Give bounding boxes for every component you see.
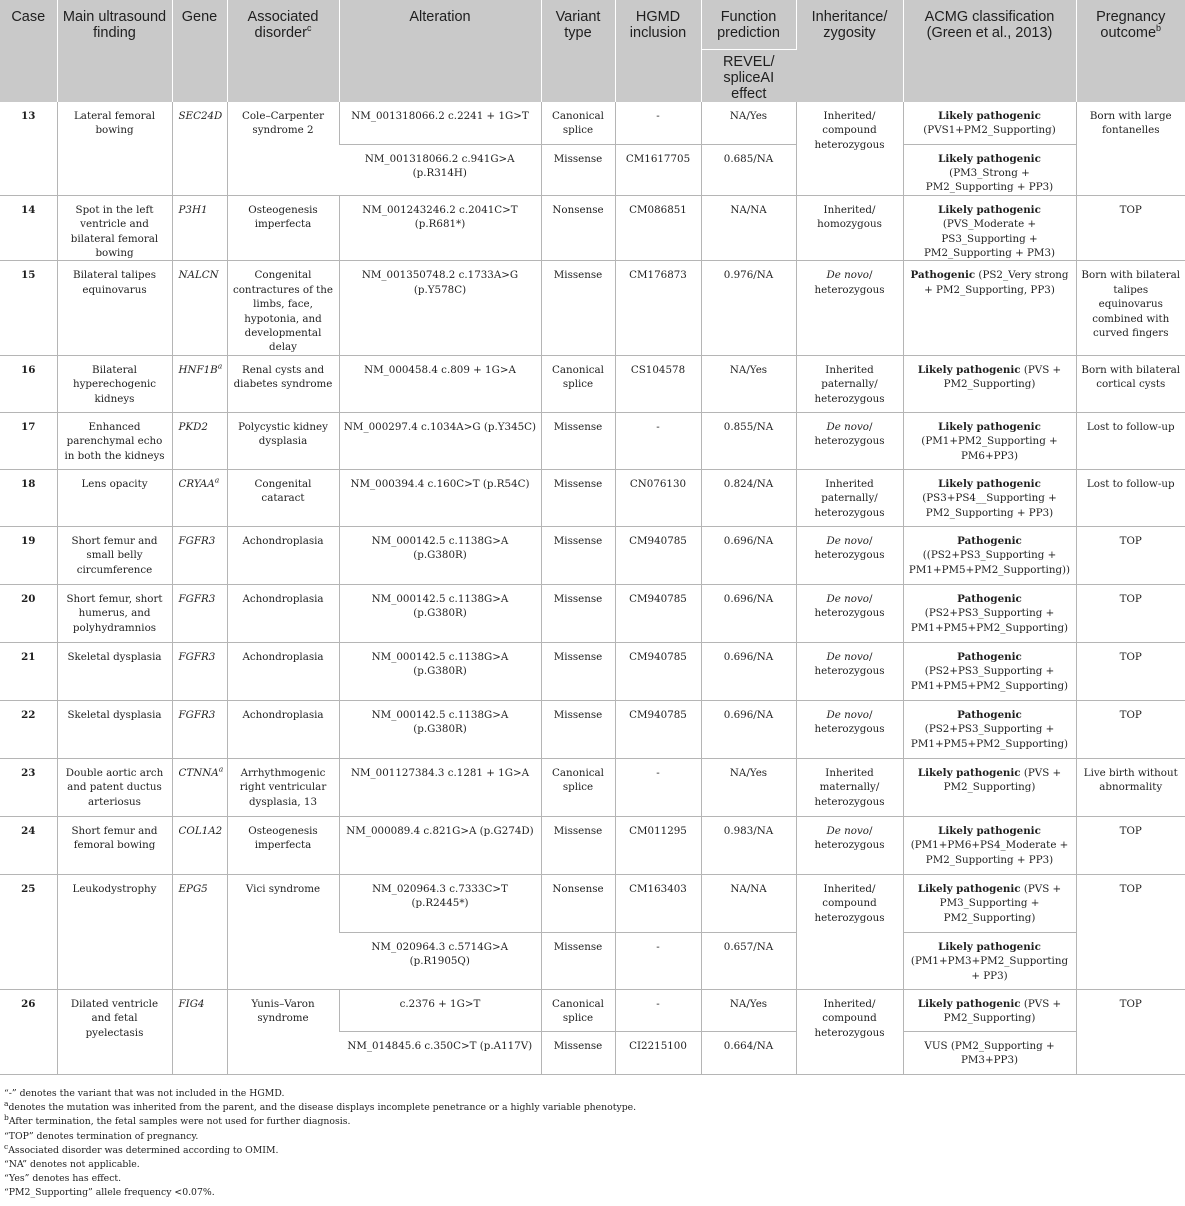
footnote-text: “PM2_Supporting” allele frequency <0.07%. <box>4 1187 215 1199</box>
associated-disorder: Polycystic kidney dysplasia <box>227 412 339 469</box>
table-row <box>0 874 1185 932</box>
de-novo-label: De novo <box>826 534 869 547</box>
inheritance-zygosity <box>796 261 903 355</box>
case-number: 21 <box>0 642 57 700</box>
gene-footnote-mark: a <box>217 361 223 371</box>
gene-footnote-mark: a <box>214 475 220 485</box>
gene-name <box>172 642 227 700</box>
acmg-criteria: (PVS1+PM2_Supporting) <box>923 124 1056 137</box>
acmg-classification <box>903 758 1076 816</box>
header-function: Function prediction <box>701 0 796 50</box>
variant-type: Missense <box>541 584 615 642</box>
ultrasound-finding: Leukodystrophy <box>57 874 172 989</box>
table-row <box>0 700 1185 758</box>
function-prediction: NA/Yes <box>701 102 796 144</box>
hgmd-inclusion: CM940785 <box>615 642 701 700</box>
table-row <box>0 526 1185 584</box>
acmg-classification <box>903 642 1076 700</box>
acmg-classification <box>903 874 1076 932</box>
pregnancy-outcome: TOP <box>1076 700 1185 758</box>
inheritance-text: Inherited/ compound heterozygous <box>814 110 885 151</box>
ultrasound-finding: Skeletal dysplasia <box>57 700 172 758</box>
acmg-class: Likely pathogenic <box>938 110 1041 122</box>
case-number: 20 <box>0 584 57 642</box>
function-prediction: 0.696/NA <box>701 584 796 642</box>
de-novo-label: De novo <box>826 824 869 837</box>
inheritance-zygosity <box>796 758 903 816</box>
case-number: 18 <box>0 469 57 526</box>
acmg-classification <box>903 989 1076 1031</box>
alteration: NM_000142.5 c.1138G>A (p.G380R) <box>339 584 541 642</box>
acmg-criteria: (PVS + PM2_Supporting) <box>943 363 1062 391</box>
footnote-text: “Yes” denotes has effect. <box>4 1173 122 1185</box>
case-number: 25 <box>0 874 57 989</box>
pregnancy-outcome: TOP <box>1076 642 1185 700</box>
acmg-class: Likely pathogenic <box>917 766 1021 779</box>
acmg-criteria: (PM3_Strong + PM2_Supporting + PP3) <box>925 166 1054 194</box>
variant-type: Nonsense <box>541 874 615 932</box>
de-novo-label: De novo <box>826 420 869 433</box>
header-gene: Gene <box>172 0 227 102</box>
acmg-classification <box>903 1031 1076 1074</box>
table-row <box>0 469 1185 526</box>
gene-name <box>172 102 227 195</box>
hgmd-inclusion: - <box>615 102 701 144</box>
alteration: NM_000089.4 c.821G>A (p.G274D) <box>339 816 541 874</box>
footnote <box>4 1172 1134 1186</box>
gene-footnote-mark: a <box>218 764 224 774</box>
hgmd-inclusion: CM940785 <box>615 700 701 758</box>
footnote <box>4 1141 1134 1158</box>
alteration: NM_001350748.2 c.1733A>G (p.Y578C) <box>339 261 541 355</box>
gene-symbol: HNF1B <box>178 363 218 376</box>
acmg-criteria: (PS2+PS3_Supporting + PM1+PM5+PM2_Supporting) <box>910 607 1069 634</box>
header-outcome: Pregnancy outcome$^b$ <box>1076 0 1185 102</box>
variant-type: Missense <box>541 526 615 584</box>
variant-type: Nonsense <box>541 195 615 261</box>
gene-name <box>172 355 227 412</box>
acmg-criteria: (PS3+PS4__Supporting + PM2_Supporting + PP3) <box>922 492 1057 519</box>
function-prediction: NA/NA <box>701 874 796 932</box>
case-number: 14 <box>0 195 57 261</box>
inheritance-zygosity <box>796 584 903 642</box>
acmg-class: Likely pathogenic <box>938 824 1041 837</box>
acmg-classification <box>903 102 1076 144</box>
footnote <box>4 1158 1134 1172</box>
variant-type: Canonical splice <box>541 102 615 144</box>
acmg-criteria: (PS2+PS3_Supporting + PM1+PM5+PM2_Supporting) <box>910 723 1069 750</box>
footnote-text: denotes the mutation was inherited from the parent, and the disease displays incomplete penetrance or a highly variable phenotype. <box>8 1102 637 1114</box>
acmg-criteria: (PS2_Very strong + PM2_Supporting, PP3) <box>924 269 1069 296</box>
hgmd-inclusion: CI2215100 <box>615 1031 701 1074</box>
alteration: NM_000297.4 c.1034A>G (p.Y345C) <box>339 412 541 469</box>
acmg-class: Pathogenic <box>957 592 1022 605</box>
case-number: 23 <box>0 758 57 816</box>
acmg-classification <box>903 700 1076 758</box>
acmg-class: Pathogenic <box>957 650 1022 663</box>
footnote-mark: a <box>4 1099 9 1109</box>
footnote-text: “-” denotes the variant that was not included in the HGMD. <box>4 1088 285 1099</box>
inheritance-text: / heterozygous <box>814 650 885 678</box>
gene-name <box>172 989 227 1074</box>
gene-name <box>172 816 227 874</box>
acmg-criteria: (PVS + PM2_Supporting) <box>943 766 1062 794</box>
ultrasound-finding: Enhanced parenchymal echo in both the kidneys <box>57 412 172 469</box>
gene-symbol: FGFR3 <box>178 592 216 605</box>
acmg-classification <box>903 261 1076 355</box>
variant-type: Missense <box>541 261 615 355</box>
de-novo-label: De novo <box>826 708 869 721</box>
inheritance-zygosity <box>796 989 903 1074</box>
pregnancy-outcome: TOP <box>1076 526 1185 584</box>
footnote <box>4 1101 1134 1115</box>
ultrasound-finding: Bilateral talipes equinovarus <box>57 261 172 355</box>
acmg-classification <box>903 584 1076 642</box>
inheritance-zygosity <box>796 412 903 469</box>
gene-symbol: COL1A2 <box>178 824 223 837</box>
acmg-class: Likely pathogenic <box>938 477 1041 490</box>
hgmd-inclusion: - <box>615 932 701 989</box>
case-number: 19 <box>0 526 57 584</box>
table-row <box>0 642 1185 700</box>
pregnancy-outcome: Live birth without abnormality <box>1076 758 1185 816</box>
inheritance-text: Inherited paternally/ heterozygous <box>814 477 885 519</box>
acmg-classification <box>903 526 1076 584</box>
variant-type: Missense <box>541 1031 615 1074</box>
inheritance-text: / heterozygous <box>814 420 885 448</box>
alteration: NM_001243246.2 c.2041C>T (p.R681*) <box>339 195 541 261</box>
gene-name <box>172 874 227 989</box>
alteration: NM_000142.5 c.1138G>A (p.G380R) <box>339 642 541 700</box>
function-prediction: 0.685/NA <box>701 144 796 195</box>
inheritance-zygosity <box>796 700 903 758</box>
acmg-criteria: (PM1+PM3+PM2_Supporting + PP3) <box>910 955 1069 982</box>
inheritance-text: Inherited maternally/ heterozygous <box>814 766 885 808</box>
ultrasound-finding: Short femur, short humerus, and polyhydramnios <box>57 584 172 642</box>
header-disorder: Associated disorder$^c$ <box>227 0 339 102</box>
function-prediction: NA/Yes <box>701 758 796 816</box>
case-number: 26 <box>0 989 57 1074</box>
hgmd-inclusion: CM176873 <box>615 261 701 355</box>
inheritance-zygosity <box>796 469 903 526</box>
function-prediction: 0.696/NA <box>701 526 796 584</box>
gene-name <box>172 758 227 816</box>
inheritance-text: / heterozygous <box>814 534 885 562</box>
gene-symbol: SEC24D <box>178 110 223 122</box>
associated-disorder: Yunis–Varon syndrome <box>227 989 339 1074</box>
case-number: 13 <box>0 102 57 195</box>
variant-type: Canonical splice <box>541 758 615 816</box>
header-inheritance: Inheritance/ zygosity <box>796 0 903 102</box>
header-case: Case <box>0 0 57 102</box>
acmg-classification <box>903 195 1076 261</box>
acmg-criteria: VUS (PM2_Supporting + PM3+PP3) <box>924 1039 1055 1067</box>
inheritance-text: Inherited paternally/ heterozygous <box>814 363 885 405</box>
table-row <box>0 261 1185 355</box>
acmg-classification <box>903 932 1076 989</box>
hgmd-inclusion: - <box>615 758 701 816</box>
gene-symbol: NALCN <box>178 269 219 282</box>
gene-name <box>172 584 227 642</box>
ultrasound-finding: Short femur and femoral bowing <box>57 816 172 874</box>
gene-name <box>172 526 227 584</box>
inheritance-text: / heterozygous <box>814 592 885 620</box>
associated-disorder: Vici syndrome <box>227 874 339 989</box>
hgmd-inclusion: CM163403 <box>615 874 701 932</box>
hgmd-inclusion: - <box>615 412 701 469</box>
gene-name <box>172 469 227 526</box>
pregnancy-outcome: Born with bilateral cortical cysts <box>1076 355 1185 412</box>
inheritance-zygosity <box>796 816 903 874</box>
gene-symbol: PKD2 <box>178 420 208 433</box>
de-novo-label: De novo <box>826 592 869 605</box>
pregnancy-outcome: TOP <box>1076 874 1185 989</box>
hgmd-inclusion: CM940785 <box>615 526 701 584</box>
pregnancy-outcome: Lost to follow-up <box>1076 412 1185 469</box>
pregnancy-outcome: TOP <box>1076 989 1185 1074</box>
acmg-criteria: (PS2+PS3_Supporting + PM1+PM5+PM2_Supporting) <box>910 665 1069 692</box>
associated-disorder: Achondroplasia <box>227 584 339 642</box>
gene-name <box>172 700 227 758</box>
table-footnotes <box>4 1087 1134 1201</box>
header-function-sub: REVEL/ spliceAI effect <box>701 50 796 103</box>
variant-type: Missense <box>541 816 615 874</box>
acmg-classification <box>903 816 1076 874</box>
acmg-class: Pathogenic <box>910 269 976 282</box>
gene-symbol: CRYAA <box>178 477 215 490</box>
header-alteration: Alteration <box>339 0 541 102</box>
gene-symbol: EPG5 <box>178 882 208 895</box>
table-row <box>0 102 1185 144</box>
associated-disorder: Cole–Carpenter syndrome 2 <box>227 102 339 195</box>
alteration: NM_000142.5 c.1138G>A (p.G380R) <box>339 526 541 584</box>
header-acmg: ACMG classification (Green et al., 2013) <box>903 0 1076 102</box>
footnote <box>4 1087 1134 1101</box>
inheritance-zygosity <box>796 102 903 195</box>
pregnancy-outcome: Born with large fontanelles <box>1076 102 1185 195</box>
function-prediction: 0.976/NA <box>701 261 796 355</box>
acmg-criteria: (PVS + PM3_Supporting + PM2_Supporting) <box>939 882 1062 924</box>
inheritance-text: Inherited/ compound heterozygous <box>814 997 885 1039</box>
case-number: 16 <box>0 355 57 412</box>
footnote <box>4 1130 1134 1144</box>
inheritance-zygosity <box>796 526 903 584</box>
function-prediction: 0.664/NA <box>701 1031 796 1074</box>
footnote <box>4 1186 1134 1200</box>
acmg-classification <box>903 144 1076 195</box>
function-prediction: 0.855/NA <box>701 412 796 469</box>
case-number: 15 <box>0 261 57 355</box>
associated-disorder: Achondroplasia <box>227 526 339 584</box>
gene-symbol: FGFR3 <box>178 708 216 721</box>
variant-type: Missense <box>541 469 615 526</box>
inheritance-text: / heterozygous <box>814 708 885 736</box>
pregnancy-outcome: Lost to follow-up <box>1076 469 1185 526</box>
footnote-mark: b <box>4 1113 9 1123</box>
alteration: NM_020964.3 c.5714G>A (p.R1905Q) <box>339 932 541 989</box>
ultrasound-finding: Bilateral hyperechogenic kidneys <box>57 355 172 412</box>
gene-symbol: FIG4 <box>178 997 205 1010</box>
acmg-classification <box>903 355 1076 412</box>
associated-disorder: Arrhythmogenic right ventricular dysplasia, 13 <box>227 758 339 816</box>
function-prediction: NA/Yes <box>701 989 796 1031</box>
pregnancy-outcome: Born with bilateral talipes equinovarus combined with curved fingers <box>1076 261 1185 355</box>
footnote <box>4 1115 1134 1129</box>
function-prediction: NA/NA <box>701 195 796 261</box>
header-variant-type: Variant type <box>541 0 615 102</box>
alteration: NM_001127384.3 c.1281 + 1G>A <box>339 758 541 816</box>
associated-disorder: Congenital contractures of the limbs, face, hypotonia, and developmental delay <box>227 261 339 355</box>
acmg-criteria: (PM1+PM2_Supporting + PM6+PP3) <box>921 435 1058 462</box>
ultrasound-finding: Dilated ventricle and fetal pyelectasis <box>57 989 172 1074</box>
alteration: NM_000142.5 c.1138G>A (p.G380R) <box>339 700 541 758</box>
case-number: 17 <box>0 412 57 469</box>
pregnancy-outcome: TOP <box>1076 584 1185 642</box>
associated-disorder: Achondroplasia <box>227 642 339 700</box>
alteration: c.2376 + 1G>T <box>339 989 541 1031</box>
ultrasound-finding: Double aortic arch and patent ductus arteriosus <box>57 758 172 816</box>
acmg-criteria: (PVS + PM2_Supporting) <box>943 997 1062 1025</box>
ultrasound-finding: Lateral femoral bowing <box>57 102 172 195</box>
variant-type: Missense <box>541 642 615 700</box>
alteration: NM_000394.4 c.160C>T (p.R54C) <box>339 469 541 526</box>
hgmd-inclusion: CM086851 <box>615 195 701 261</box>
table-row <box>0 758 1185 816</box>
alteration: NM_001318066.2 c.2241 + 1G>T <box>339 102 541 144</box>
footnote-text: “NA” denotes not applicable. <box>4 1159 140 1171</box>
gene-symbol: FGFR3 <box>178 534 216 547</box>
table-row <box>0 584 1185 642</box>
variant-type: Missense <box>541 144 615 195</box>
hgmd-inclusion: - <box>615 989 701 1031</box>
inheritance-text: / heterozygous <box>814 824 885 852</box>
acmg-class: Likely pathogenic <box>938 152 1041 165</box>
inheritance-text: Inherited/ homozygous <box>817 203 882 231</box>
inheritance-text: Inherited/ compound heterozygous <box>814 882 885 924</box>
acmg-classification <box>903 412 1076 469</box>
acmg-classification <box>903 469 1076 526</box>
ultrasound-finding: Lens opacity <box>57 469 172 526</box>
variant-type: Missense <box>541 932 615 989</box>
function-prediction: 0.657/NA <box>701 932 796 989</box>
pregnancy-outcome: TOP <box>1076 816 1185 874</box>
associated-disorder: Congenital cataract <box>227 469 339 526</box>
alteration: NM_001318066.2 c.941G>A (p.R314H) <box>339 144 541 195</box>
table-body <box>0 102 1185 1074</box>
function-prediction: 0.983/NA <box>701 816 796 874</box>
function-prediction: NA/Yes <box>701 355 796 412</box>
ultrasound-finding: Spot in the left ventricle and bilateral femoral bowing <box>57 195 172 261</box>
footnote-text: After termination, the fetal samples were not used for further diagnosis. <box>8 1116 351 1128</box>
ultrasound-finding: Short femur and small belly circumference <box>57 526 172 584</box>
associated-disorder: Renal cysts and diabetes syndrome <box>227 355 339 412</box>
footnote-text: “TOP” denotes termination of pregnancy. <box>4 1130 199 1142</box>
function-prediction: 0.696/NA <box>701 700 796 758</box>
gene-name <box>172 195 227 261</box>
acmg-criteria: (PVS_Moderate + PS3_Supporting + PM2_Supporting + PM3) <box>923 218 1056 259</box>
hgmd-inclusion: CM940785 <box>615 584 701 642</box>
hgmd-inclusion: CM1617705 <box>615 144 701 195</box>
table-row <box>0 355 1185 412</box>
de-novo-label: De novo <box>826 269 869 282</box>
variant-type: Missense <box>541 700 615 758</box>
inheritance-zygosity <box>796 642 903 700</box>
ultrasound-finding: Skeletal dysplasia <box>57 642 172 700</box>
variant-type: Missense <box>541 412 615 469</box>
acmg-criteria: ((PS2+PS3_Supporting + PM1+PM5+PM2_Supporting)) <box>908 549 1071 576</box>
case-number: 24 <box>0 816 57 874</box>
table-row <box>0 989 1185 1031</box>
associated-disorder: Osteogenesis imperfecta <box>227 816 339 874</box>
case-number: 22 <box>0 700 57 758</box>
gene-name <box>172 412 227 469</box>
pregnancy-outcome: TOP <box>1076 195 1185 261</box>
table-row <box>0 412 1185 469</box>
hgmd-inclusion: CM011295 <box>615 816 701 874</box>
gene-symbol: FGFR3 <box>178 650 216 663</box>
acmg-class: Likely pathogenic <box>938 420 1041 433</box>
gene-symbol: P3H1 <box>178 203 208 216</box>
table-row <box>0 816 1185 874</box>
gene-symbol: CTNNA <box>178 766 219 779</box>
function-prediction: 0.696/NA <box>701 642 796 700</box>
associated-disorder: Achondroplasia <box>227 700 339 758</box>
function-prediction: 0.824/NA <box>701 469 796 526</box>
acmg-criteria: (PM1+PM6+PS4_Moderate + PM2_Supporting + PP3) <box>910 839 1069 866</box>
acmg-class: Likely pathogenic <box>938 940 1041 953</box>
acmg-class: Likely pathogenic <box>938 203 1041 216</box>
acmg-class: Likely pathogenic <box>917 997 1021 1010</box>
gene-name <box>172 261 227 355</box>
footnote-text: Associated disorder was determined according to OMIM. <box>8 1144 279 1156</box>
alteration: NM_014845.6 c.350C>T (p.A117V) <box>339 1031 541 1074</box>
footnote-mark: c <box>4 1141 9 1151</box>
header-finding: Main ultrasound finding <box>57 0 172 102</box>
inheritance-zygosity <box>796 355 903 412</box>
variant-type: Canonical splice <box>541 355 615 412</box>
alteration: NM_000458.4 c.809 + 1G>A <box>339 355 541 412</box>
de-novo-label: De novo <box>826 650 869 663</box>
acmg-class: Pathogenic <box>957 534 1022 547</box>
acmg-class: Likely pathogenic <box>917 882 1021 895</box>
variant-type: Canonical splice <box>541 989 615 1031</box>
hgmd-inclusion: CS104578 <box>615 355 701 412</box>
acmg-class: Pathogenic <box>957 708 1022 721</box>
header-hgmd: HGMD inclusion <box>615 0 701 102</box>
acmg-class: Likely pathogenic <box>917 363 1021 376</box>
table-row <box>0 195 1185 261</box>
inheritance-zygosity <box>796 874 903 989</box>
alteration: NM_020964.3 c.7333C>T (p.R2445*) <box>339 874 541 932</box>
hgmd-inclusion: CN076130 <box>615 469 701 526</box>
inheritance-text: / heterozygous <box>814 269 885 296</box>
inheritance-zygosity <box>796 195 903 261</box>
associated-disorder: Osteogenesis imperfecta <box>227 195 339 261</box>
